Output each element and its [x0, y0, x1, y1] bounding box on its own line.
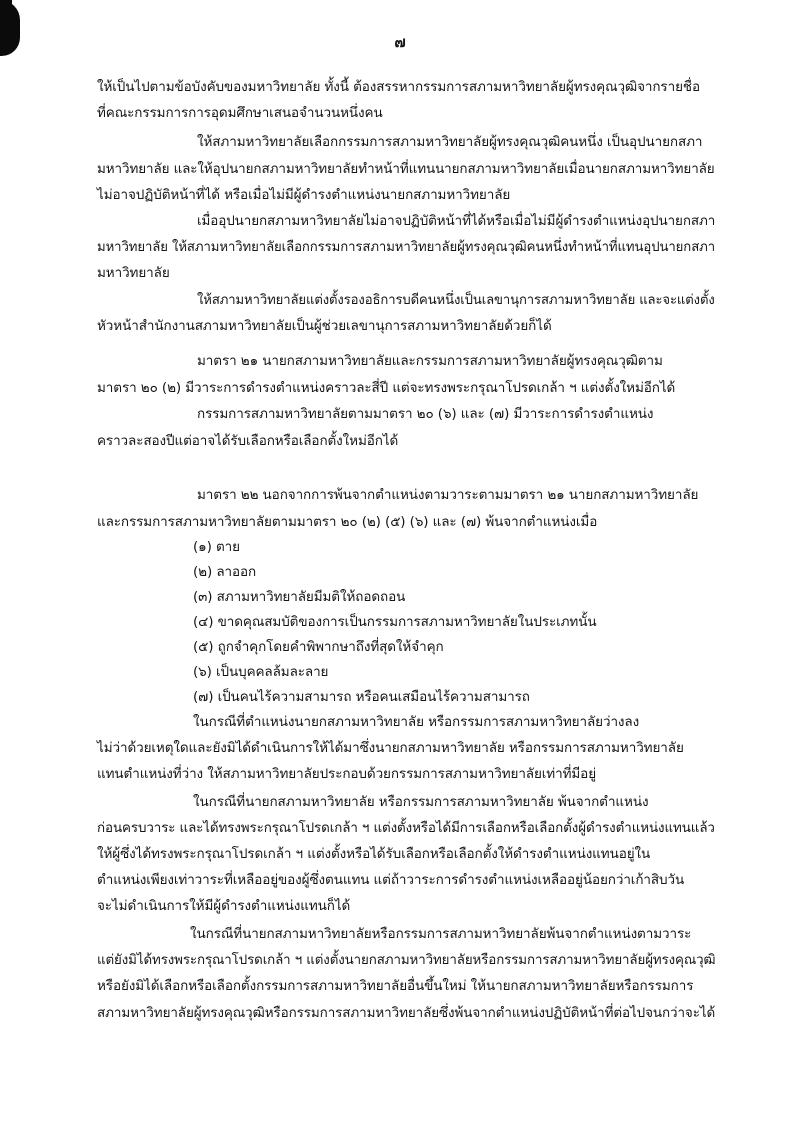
text-line: สภามหาวิทยาลัยผู้ทรงคุณวุฒิหรือกรรมการสภามหาวิทยาลัยซึ่งพ้นจากตำแหน่งปฏิบัติหน้าที่ต่อไปจนกว่าจะได้	[97, 1005, 716, 1021]
text-line: หัวหน้าสำนักงานสภามหาวิทยาลัยเป็นผู้ช่วยเลขานุการสภามหาวิทยาลัยด้วยก็ได้	[97, 318, 552, 334]
text-line: จะไม่ดำเนินการให้มีผู้ดำรงตำแหน่งแทนก็ได้	[97, 898, 351, 914]
text-line: มาตรา ๒๒ นอกจากการพ้นจากตำแหน่งตามวาระตามมาตรา ๒๑ นายกสภามหาวิทยาลัย	[197, 487, 699, 503]
text-line: ไม่ว่าด้วยเหตุใดและยังมิได้ดำเนินการให้ได้มาซึ่งนายกสภามหาวิทยาลัย หรือกรรมการสภามหาวิทยาลัย	[97, 740, 684, 756]
text-line: คราวละสองปีแต่อาจได้รับเลือกหรือเลือกตั้งใหม่อีกได้	[97, 433, 399, 449]
text-line: ในกรณีที่นายกสภามหาวิทยาลัย หรือกรรมการสภามหาวิทยาลัย พ้นจากตำแหน่ง	[193, 794, 649, 810]
text-line: ให้ผู้ซึ่งได้ทรงพระกรุณาโปรดเกล้า ฯ แต่งตั้งหรือได้รับเลือกหรือเลือกตั้งให้ดำรงตำแหน่งแทนอยู่ใน	[97, 846, 651, 862]
text-line: ที่คณะกรรมการการอุดมศึกษาเสนอจำนวนหนึ่งคน	[97, 105, 383, 121]
text-line: มาตรา ๒๑ นายกสภามหาวิทยาลัยและกรรมการสภามหาวิทยาลัยผู้ทรงคุณวุฒิตาม	[197, 353, 663, 369]
text-line: ให้สภามหาวิทยาลัยแต่งตั้งรองอธิการบดีคนหนึ่งเป็นเลขานุการสภามหาวิทยาลัย และจะแต่งตั้ง	[197, 292, 715, 308]
scan-edge-mark-top	[0, 0, 12, 18]
text-line: เมื่ออุปนายกสภามหาวิทยาลัยไม่อาจปฏิบัติหน้าที่ได้หรือเมื่อไม่มีผู้ดำรงตำแหน่งอุปนายกสภา	[197, 213, 716, 229]
text-line: หรือยังมิได้เลือกหรือเลือกตั้งกรรมการสภามหาวิทยาลัยอื่นขึ้นใหม่ ให้นายกสภามหาวิทยาลัยหรือกรรมการ	[97, 978, 694, 994]
text-line: ให้สภามหาวิทยาลัยเลือกกรรมการสภามหาวิทยาลัยผู้ทรงคุณวุฒิคนหนึ่ง เป็นอุปนายกสภา	[197, 134, 703, 150]
text-line: ให้เป็นไปตามข้อบังคับของมหาวิทยาลัย ทั้งนี้ ต้องสรรหากรรมการสภามหาวิทยาลัยผู้ทรงคุณวุฒิจากรายชื่อ	[97, 79, 700, 95]
text-line: (๑) ตาย	[193, 539, 240, 555]
text-line: ในกรณีที่นายกสภามหาวิทยาลัยหรือกรรมการสภามหาวิทยาลัยพ้นจากตำแหน่งตามวาระ	[190, 926, 692, 942]
text-line: แทนตำแหน่งที่ว่าง ให้สภามหาวิทยาลัยประกอบด้วยกรรมการสภามหาวิทยาลัยเท่าที่มีอยู่	[97, 766, 597, 782]
text-line: (๓) สภามหาวิทยาลัยมีมติให้ถอดถอน	[193, 589, 406, 605]
text-line: (๖) เป็นบุคคลล้มละลาย	[193, 664, 329, 680]
text-line: ตำแหน่งเพียงเท่าวาระที่เหลืออยู่ของผู้ซึ่งตนแทน แต่ถ้าวาระการดำรงตำแหน่งเหลืออยู่น้อยกว่าเก้าสิบวัน	[97, 872, 685, 888]
text-line: มหาวิทยาลัย และให้อุปนายกสภามหาวิทยาลัยทำหน้าที่แทนนายกสภามหาวิทยาลัยเมื่อนายกสภามหาวิทยาลัย	[97, 161, 715, 177]
text-line: (๕) ถูกจำคุกโดยคำพิพากษาถึงที่สุดให้จำคุก	[193, 639, 444, 655]
page-number: ๗	[394, 33, 406, 51]
text-line: (๔) ขาดคุณสมบัติของการเป็นกรรมการสภามหาวิทยาลัยในประเภทนั้น	[193, 614, 597, 630]
text-line: และกรรมการสภามหาวิทยาลัยตามมาตรา ๒๐ (๒) (๕) (๖) และ (๗) พ้นจากตำแหน่งเมื่อ	[97, 514, 598, 530]
text-line: ไม่อาจปฏิบัติหน้าที่ได้ หรือเมื่อไม่มีผู้ดำรงตำแหน่งนายกสภามหาวิทยาลัย	[97, 187, 511, 203]
text-line: แต่ยังมิได้ทรงพระกรุณาโปรดเกล้า ฯ แต่งตั้งนายกสภามหาวิทยาลัยหรือกรรมการสภามหาวิทยาลัยผู้ทรงคุณวุฒิ	[97, 952, 716, 968]
text-line: (๒) ลาออก	[193, 564, 257, 580]
text-line: (๗) เป็นคนไร้ความสามารถ หรือคนเสมือนไร้ความสามารถ	[193, 689, 530, 705]
text-line: ก่อนครบวาระ และได้ทรงพระกรุณาโปรดเกล้า ฯ แต่งตั้งหรือได้มีการเลือกหรือเลือกตั้งผู้ดำรงตำแหน่งแทนแล้ว	[97, 820, 715, 836]
text-line: มหาวิทยาลัย ให้สภามหาวิทยาลัยเลือกกรรมการสภามหาวิทยาลัยผู้ทรงคุณวุฒิคนหนึ่งทำหน้าที่แทนอุปนายกสภา	[97, 239, 716, 255]
text-line: มหาวิทยาลัย	[97, 265, 170, 281]
text-line: มาตรา ๒๐ (๒) มีวาระการดำรงตำแหน่งคราวละสี่ปี แต่จะทรงพระกรุณาโปรดเกล้า ฯ แต่งตั้งใหม่อีกได้	[97, 380, 676, 396]
text-line: ในกรณีที่ตำแหน่งนายกสภามหาวิทยาลัย หรือกรรมการสภามหาวิทยาลัยว่างลง	[193, 714, 640, 730]
text-line: กรรมการสภามหาวิทยาลัยตามมาตรา ๒๐ (๖) และ (๗) มีวาระการดำรงตำแหน่ง	[197, 406, 654, 422]
